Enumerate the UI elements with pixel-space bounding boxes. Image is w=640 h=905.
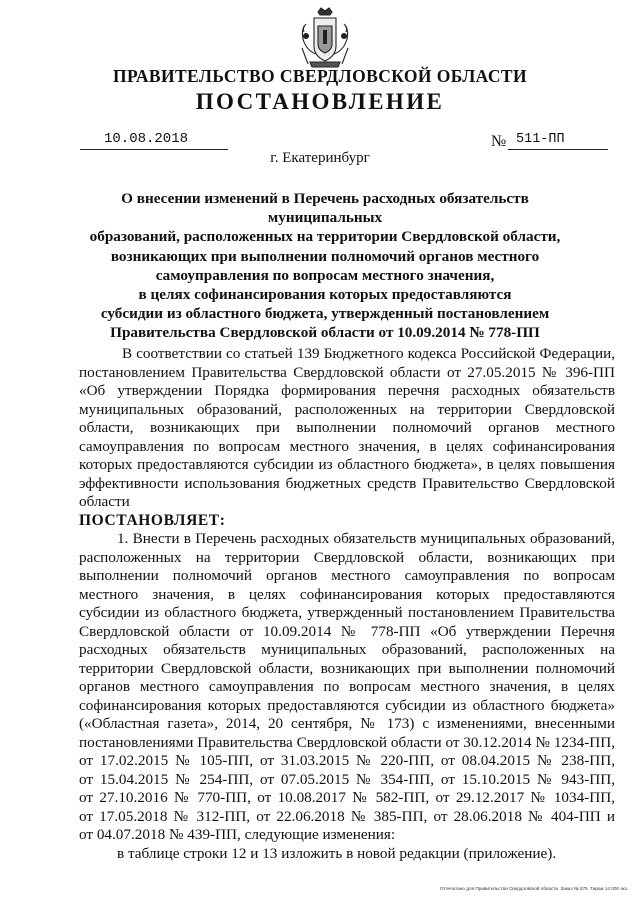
- item-line: от 17.05.2018 № 312-ПП, от 22.06.2018 № 385-ПП, от 28.06.2018 № 404-ПП и: [79, 807, 615, 825]
- item-line: 1. Внести в Перечень расходных обязательств муниципальных образований,: [117, 530, 615, 547]
- decree-word: ПОСТАНОВЛЯЕТ:: [79, 511, 226, 529]
- item-line: органов местного самоуправления по вопросам местного значения, в целях: [79, 678, 615, 695]
- preamble-line: самоуправления по вопросам местного значения, в целях софинансирования: [79, 437, 615, 455]
- title-line: в целях софинансирования которых предоставляются: [138, 286, 512, 304]
- title-line: Правительства Свердловской области от 10.09.2014 № 778-ПП: [110, 324, 540, 342]
- preamble-line: эффективности использования бюджетных средств Правительство Свердловской: [79, 474, 615, 492]
- title-line: О внесении изменений в Перечень расходных обязательств муниципальных: [121, 190, 529, 227]
- item-line: местного значения, в целях софинансирования которых предоставляются: [79, 585, 615, 603]
- item-line: расходных обязательств муниципальных образований, расположенных на: [79, 641, 615, 658]
- preamble-line: муниципальных образований, расположенных на территории Свердловской: [79, 400, 615, 418]
- item-line: территории Свердловской области, возникающих при выполнении полномочий: [79, 659, 615, 677]
- document-number: 511-ПП: [516, 132, 565, 147]
- preamble-line: области: [79, 493, 130, 510]
- item-line: от 27.10.2016 № 770-ПП, от 10.08.2017 № 582-ПП, от 29.12.2017 № 1034-ПП,: [79, 789, 615, 806]
- item-line: от 04.07.2018 № 439-ПП, следующие изменения:: [79, 826, 396, 843]
- title-line: субсидии из областного бюджета, утвержденный постановлением: [100, 305, 550, 323]
- preamble-line: В соответствии со статьей 139 Бюджетного кодекса Российской Федерации,: [122, 345, 615, 362]
- title-line: образований, расположенных на территории Свердловской области,: [89, 228, 561, 246]
- item-line: субсидии из областного бюджета, утвержденный постановлением Правительства: [79, 604, 615, 621]
- item-line: Свердловской области от 10.09.2014 № 778-ПП «Об утверждении Перечня: [79, 622, 615, 640]
- print-footnote: Отпечатано для Правительства Свердловской области. Заказ № 575. Тираж 14 000 экз.: [439, 886, 628, 891]
- item-line: («Областная газета», 2014, 20 сентября, № 173) с изменениями, внесенными: [79, 715, 615, 732]
- title-line: самоуправления по вопросам местного значения,: [155, 266, 495, 284]
- number-field: [508, 133, 608, 150]
- item-line: постановлениями Правительства Свердловской области от 30.12.2014 № 1234-ПП,: [79, 733, 615, 751]
- coat-of-arms-emblem: [296, 6, 354, 70]
- title-line: возникающих при выполнении полномочий органов местного: [110, 247, 540, 265]
- document-body: [79, 345, 615, 863]
- government-name: ПРАВИТЕЛЬСТВО СВЕРДЛОВСКОЙ ОБЛАСТИ: [113, 66, 527, 86]
- number-sign: №: [491, 133, 507, 150]
- preamble-line: «Об утверждении Порядка формирования перечня расходных обязательств: [79, 382, 615, 399]
- item-line: выполнении полномочий органов местного самоуправления по вопросам: [79, 567, 615, 584]
- item-line: софинансирования которых предоставляются субсидии из областного бюджета»: [79, 696, 615, 714]
- preamble-line: которых предоставляются субсидии из областного бюджета», в целях повышения: [79, 456, 615, 473]
- preamble-line: области, возникающих при выполнении полномочий органов местного: [79, 419, 615, 436]
- date-field: [80, 133, 228, 150]
- item-line: от 15.04.2015 № 254-ПП, от 07.05.2015 № 354-ПП, от 15.10.2015 № 943-ПП,: [79, 770, 615, 788]
- document-type: ПОСТАНОВЛЕНИЕ: [195, 89, 445, 114]
- city-name: г. Екатеринбург: [270, 150, 370, 166]
- item-subline: в таблице строки 12 и 13 изложить в новой редакции (приложение).: [117, 844, 557, 862]
- document-date: 10.08.2018: [104, 131, 189, 147]
- item-line: расположенных на территории Свердловской области, возникающих при: [79, 548, 615, 566]
- item-line: от 17.02.2015 № 105-ПП, от 31.03.2015 № 220-ПП, от 08.04.2015 № 238-ПП,: [79, 752, 615, 769]
- preamble-line: постановлением Правительства Свердловской области от 27.05.2015 № 396-ПП: [79, 363, 615, 381]
- document-title: [70, 189, 580, 343]
